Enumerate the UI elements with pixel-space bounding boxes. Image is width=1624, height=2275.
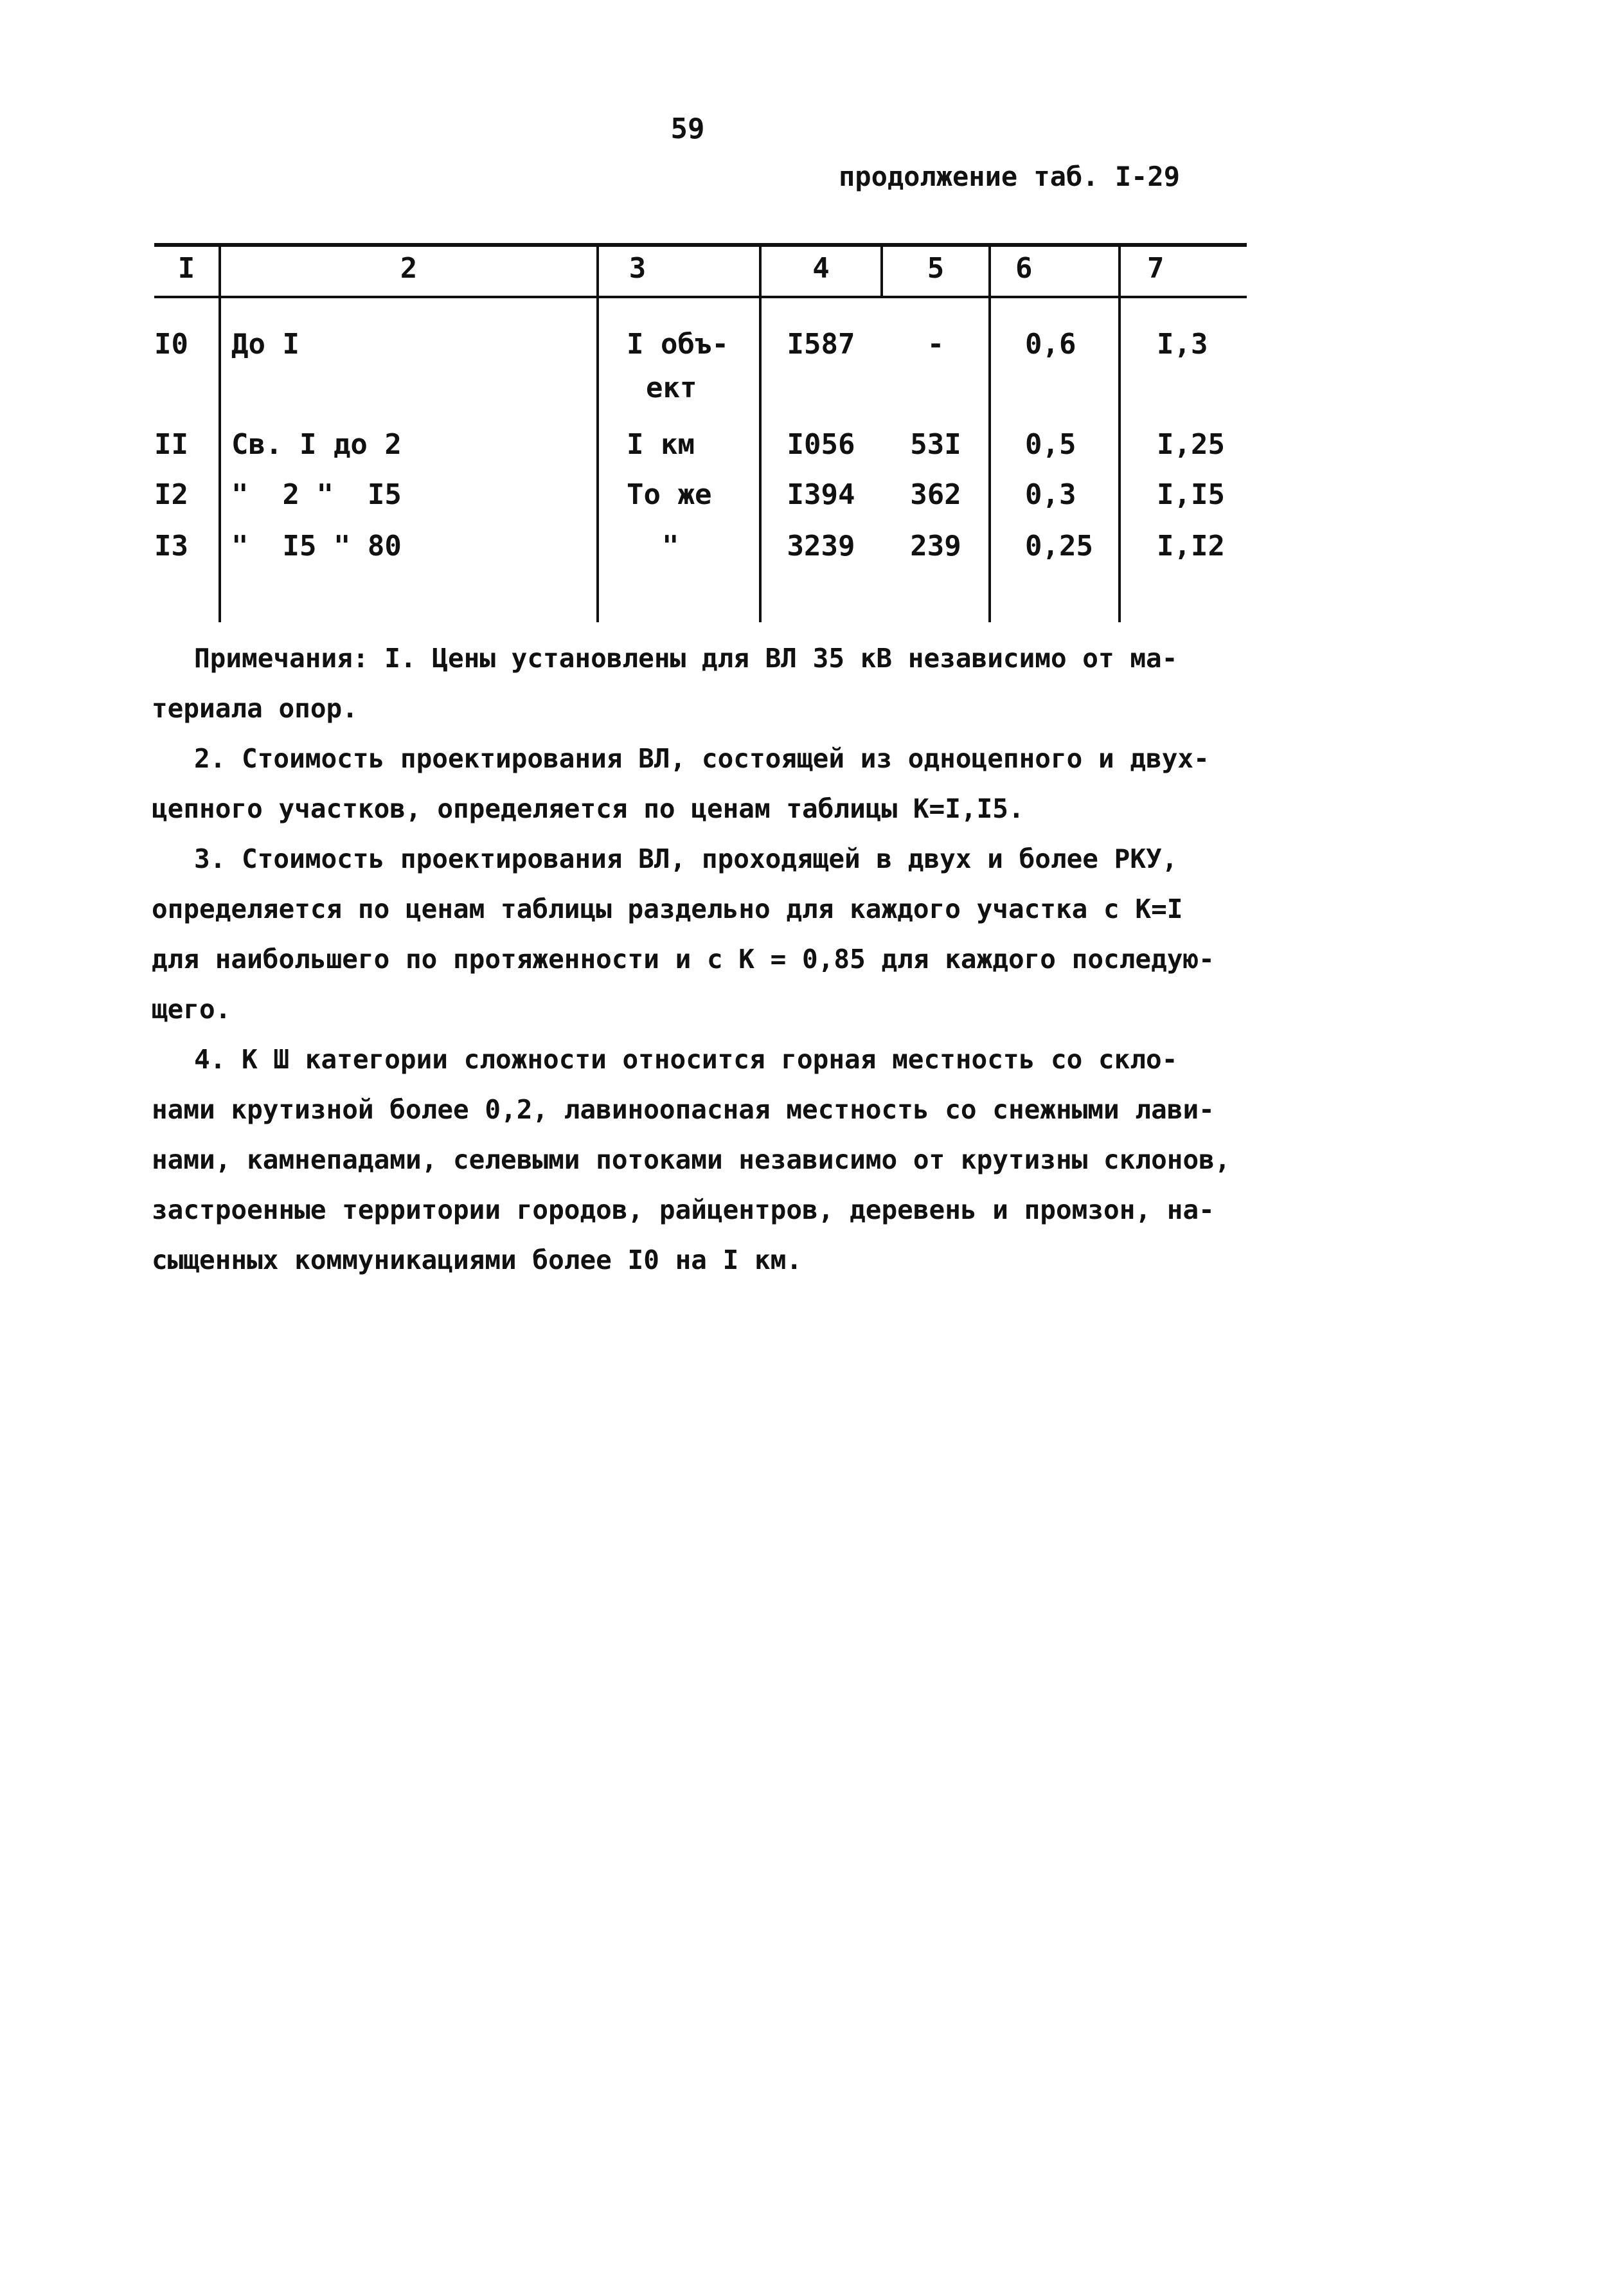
row-col6: 0,6 — [1025, 328, 1076, 361]
row-col4: I587 — [787, 328, 855, 361]
note-3-line: щего. — [152, 994, 231, 1025]
row-number: I0 — [154, 328, 188, 361]
row-col6: 0,3 — [1025, 478, 1076, 511]
page-number: 59 — [670, 112, 705, 145]
note-4-line: сыщенных коммуникациями более I0 на I км. — [152, 1245, 803, 1275]
note-3-line: для наибольшего по протяженности и с К = 0,85 для каждого последую- — [152, 944, 1215, 975]
header-cell: 5 — [927, 252, 945, 285]
row-col4: I056 — [787, 428, 855, 461]
note-1-line: териала опор. — [152, 693, 358, 724]
column-divider — [1118, 243, 1121, 622]
row-col5: 239 — [910, 530, 961, 562]
row-range: До I — [231, 328, 299, 361]
header-cell: I — [177, 252, 195, 285]
header-cell: 3 — [629, 252, 647, 285]
row-col5: 53I — [910, 428, 961, 461]
row-col6: 0,25 — [1025, 530, 1093, 562]
row-number: I2 — [154, 478, 188, 511]
note-3-line: определяется по ценам таблицы раздельно для каждого участка с К=I — [152, 894, 1183, 924]
note-3-line: 3. Стоимость проектирования ВЛ, проходящей в двух и более РКУ, — [194, 843, 1178, 874]
row-col7: I,I2 — [1157, 530, 1225, 562]
table-top-rule — [154, 243, 1247, 247]
data-table — [154, 243, 1247, 622]
row-range: " I5 " 80 — [231, 530, 402, 562]
note-2-line: цепного участков, определяется по ценам таблицы К=I,I5. — [152, 793, 1024, 824]
row-unit-cont: ект — [646, 372, 697, 404]
header-cell: 7 — [1147, 252, 1164, 285]
row-unit: I км — [627, 428, 695, 461]
column-divider — [596, 243, 599, 622]
note-4-line: застроенные территории городов, райцентров, деревень и промзон, на- — [152, 1194, 1215, 1225]
row-col5: - — [927, 328, 945, 361]
note-4-line: 4. К Ш категории сложности относится горная местность со скло- — [194, 1044, 1178, 1075]
row-col7: I,3 — [1157, 328, 1208, 361]
note-4-line: нами крутизной более 0,2, лавиноопасная местность со снежными лави- — [152, 1094, 1215, 1125]
row-range: " 2 " I5 — [231, 478, 402, 511]
row-number: I3 — [154, 530, 188, 562]
column-divider — [988, 243, 991, 622]
header-cell: 2 — [400, 252, 418, 285]
row-number: II — [154, 428, 188, 461]
row-col6: 0,5 — [1025, 428, 1076, 461]
row-unit: То же — [627, 478, 712, 511]
note-4-line: нами, камнепадами, селевыми потоками независимо от крутизны склонов, — [152, 1144, 1231, 1175]
row-col4: I394 — [787, 478, 855, 511]
note-1-line: Примечания: I. Цены установлены для ВЛ 35 кВ независимо от ма- — [194, 643, 1178, 674]
column-divider — [219, 243, 221, 622]
row-unit: " — [662, 530, 679, 562]
row-col5: 362 — [910, 478, 961, 511]
table-caption: продолжение таб. I-29 — [839, 161, 1181, 192]
table-header-rule — [154, 296, 1247, 298]
note-2-line: 2. Стоимость проектирования ВЛ, состоящей из одноцепного и двух- — [194, 743, 1209, 774]
row-col4: 3239 — [787, 530, 855, 562]
notes-block — [152, 633, 1257, 1285]
header-cell: 4 — [812, 252, 830, 285]
row-range: Св. I до 2 — [231, 428, 402, 461]
row-unit: I объ- — [627, 328, 729, 361]
header-cell: 6 — [1015, 252, 1033, 285]
row-col7: I,I5 — [1157, 478, 1225, 511]
row-col7: I,25 — [1157, 428, 1225, 461]
